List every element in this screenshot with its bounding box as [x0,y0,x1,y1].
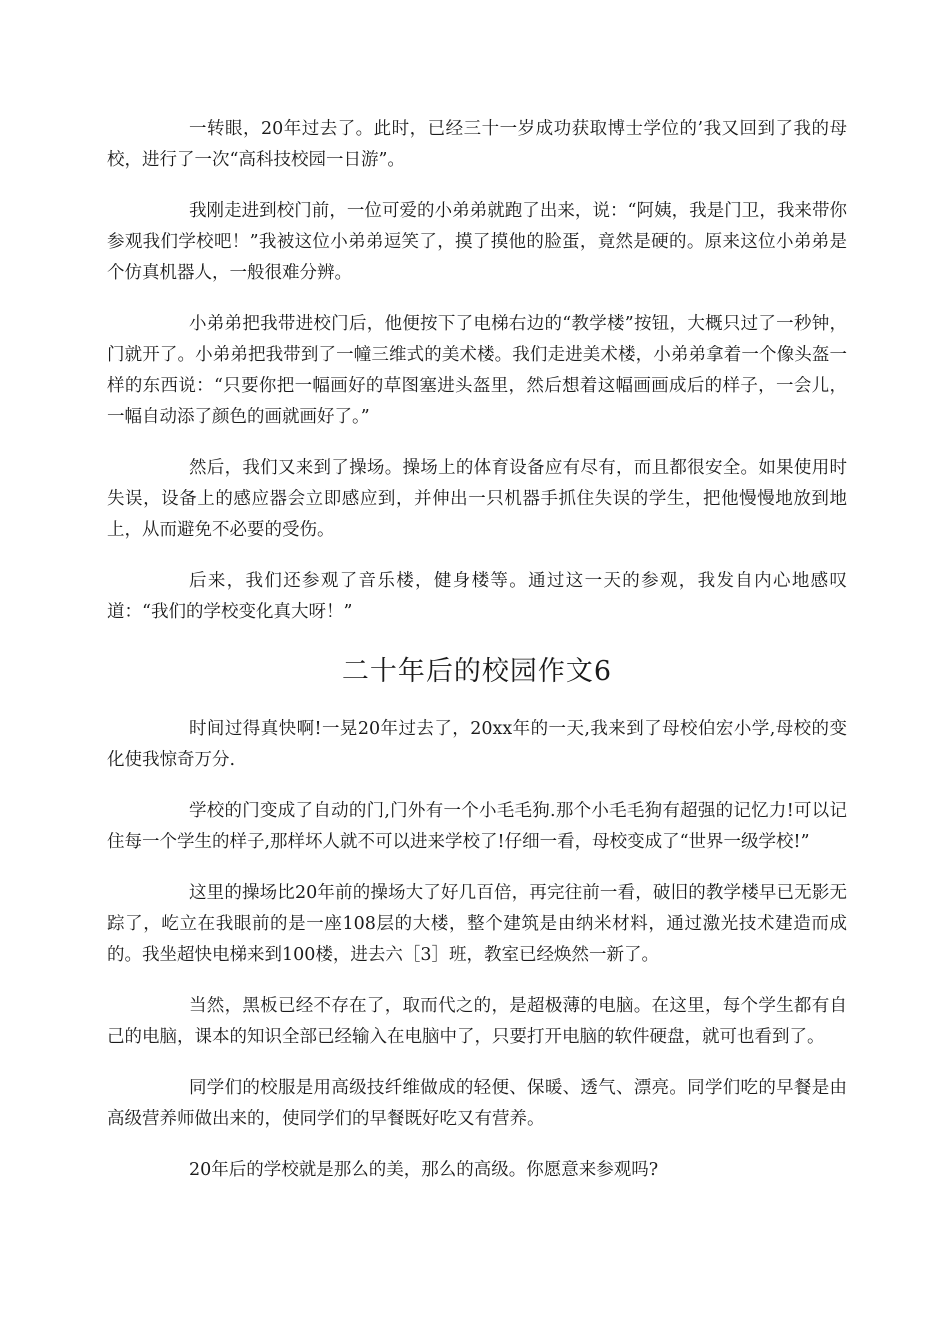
paragraph: 这里的操场比20年前的操场大了好几百倍，再完往前一看，破旧的教学楼早已无影无踪了，屹立在我眼前的是一座108层的大楼，整个建筑是由纳米材料，通过激光技术建造而成的。我坐超快电梯来到100楼，进去六［3］班，教室已经焕然一新了。 [107,883,847,965]
paragraph: 小弟弟把我带进校门后，他便按下了电梯右边的“教学楼”按钮，大概只过了一秒钟，门就开了。小弟弟把我带到了一幢三维式的美术楼。我们走进美术楼，小弟弟拿着一个像头盔一样的东西说：“只要你把一幅画好的草图塞进头盔里，然后想着这幅画画成后的样子，一会儿，一幅自动添了颜色的画就画好了。” [107,314,847,427]
section-title: 二十年后的校园作文6 [341,656,613,687]
paragraph: 后来，我们还参观了音乐楼，健身楼等。通过这一天的参观，我发自内心地感叹道：“我们的学校变化真大呀！” [107,571,847,622]
paragraph: 然后，我们又来到了操场。操场上的体育设备应有尽有，而且都很安全。如果使用时失误，设备上的感应器会立即感应到，并伸出一只机器手抓住失误的学生，把他慢慢地放到地上，从而避免不必要的受伤。 [107,458,847,540]
paragraph: 时间过得真快啊!一晃20年过去了，20xx年的一天,我来到了母校伯宏小学,母校的变化使我惊奇万分. [107,719,847,770]
paragraph: 20年后的学校就是那么的美，那么的高级。你愿意来参观吗? [189,1160,659,1180]
paragraph: 一转眼，20年过去了。此时，已经三十一岁成功获取博士学位的’我又回到了我的母校，进行了一次“高科技校园一日游”。 [107,119,847,170]
paragraph: 学校的门变成了自动的门,门外有一个小毛毛狗.那个小毛毛狗有超强的记忆力!可以记住每一个学生的样子,那样坏人就不可以进来学校了!仔细一看，母校变成了“世界一级学校!” [107,801,847,852]
paragraph: 当然，黑板已经不存在了，取而代之的，是超极薄的电脑。在这里，每个学生都有自己的电脑，课本的知识全部已经输入在电脑中了，只要打开电脑的软件硬盘，就可也看到了。 [107,996,847,1047]
document-page [107,114,847,1206]
paragraph: 我刚走进到校门前，一位可爱的小弟弟就跑了出来，说：“阿姨，我是门卫，我来带你参观我们学校吧！”我被这位小弟弟逗笑了，摸了摸他的脸蛋，竟然是硬的。原来这位小弟弟是个仿真机器人，一般很难分辨。 [107,201,847,283]
paragraph: 同学们的校服是用高级技纤维做成的轻便、保暖、透气、漂亮。同学们吃的早餐是由高级营养师做出来的，使同学们的早餐既好吃又有营养。 [107,1078,847,1129]
